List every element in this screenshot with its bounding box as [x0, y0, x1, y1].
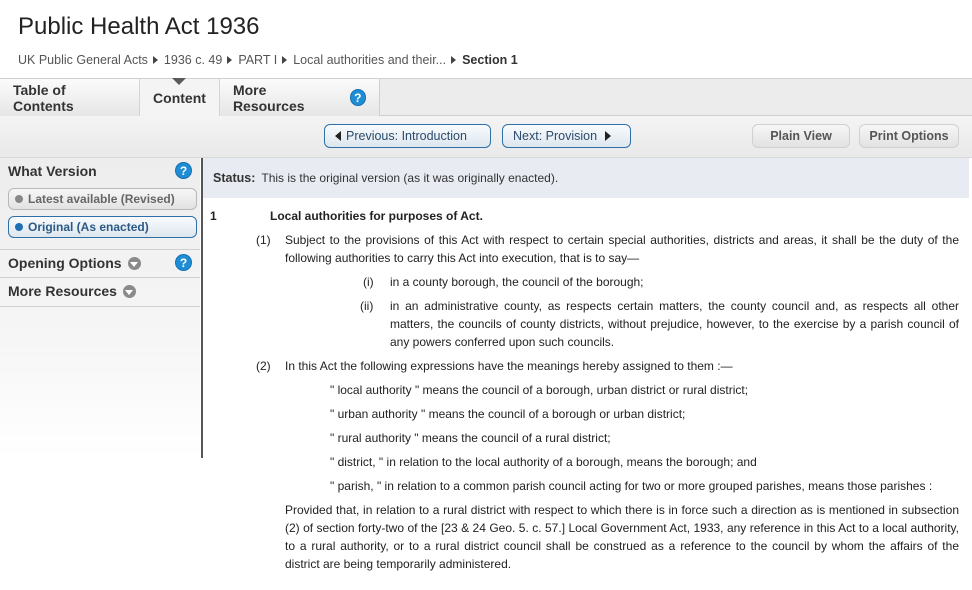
section-number: 1 [210, 209, 217, 223]
more-resources-toggle[interactable] [0, 278, 200, 304]
section-heading: Local authorities for purposes of Act. [270, 209, 483, 223]
subsection-number: (1) [256, 233, 271, 247]
breadcrumb-arrow-icon [451, 56, 456, 64]
plain-view-button[interactable]: Plain View [752, 124, 850, 148]
tab-label: Table of Contents [13, 81, 74, 114]
help-icon[interactable]: ? [350, 89, 366, 106]
next-button[interactable] [502, 124, 631, 148]
paragraph-number: (i) [363, 275, 374, 289]
breadcrumb-arrow-icon [227, 56, 232, 64]
tab-content[interactable] [140, 79, 220, 116]
tab-list [0, 79, 380, 116]
what-version-heading [0, 158, 200, 184]
version-original-button[interactable] [8, 216, 197, 238]
help-icon[interactable]: ? [175, 254, 192, 271]
print-options-button[interactable]: Print Options [859, 124, 959, 148]
navigation-bar [0, 116, 972, 158]
opening-options-label: Opening Options [8, 255, 122, 271]
breadcrumb-item-current: Section 1 [462, 53, 518, 67]
tab-bar [0, 78, 972, 116]
breadcrumb-item-group[interactable]: Local authorities and their... [293, 53, 447, 67]
tab-label: More Resources [232, 81, 305, 114]
subsection-text: Subject to the provisions of this Act with respect to certain special authorities, districts and areas, it shall be the duty of the following authorities to carry this Act into execution, that is to say— [285, 233, 959, 265]
definition-item: " urban authority " means the council of a borough or urban district; [330, 407, 686, 421]
status-bar [203, 158, 969, 198]
version-label: Original (As enacted) [28, 220, 149, 234]
version-latest-button[interactable] [8, 188, 197, 210]
version-label: Latest available (Revised) [28, 192, 175, 206]
help-icon[interactable]: ? [175, 162, 192, 179]
paragraph-number: (ii) [360, 299, 374, 313]
radio-dot-icon [15, 195, 23, 203]
breadcrumb-item-part[interactable]: PART I [238, 53, 278, 67]
definition-item: " district, " in relation to the local authority of a borough, means the borough; and [330, 455, 757, 469]
paragraph-text: in a county borough, the council of the borough; [390, 275, 644, 289]
active-tab-pointer-icon [172, 78, 186, 85]
subsection-text: In this Act the following expressions have the meanings hereby assigned to them :— [285, 359, 733, 373]
opening-options-toggle[interactable] [0, 250, 200, 276]
sidebar [0, 158, 200, 458]
page-title: Public Health Act 1936 [18, 13, 260, 40]
proviso-text: Provided that, in relation to a rural district with respect to which there is in force such a direction as is mentioned in subsection (2) of section forty-two of the [23 & 24 Geo. 5. c. 57.] Local Government Act, 1933, any reference in this Act to a local authority, to a rural authority, or to a rural district council shall be construed as a reference to the council by whom the affairs of the district are being temporarily administered. [285, 503, 959, 571]
chevron-down-icon [123, 285, 136, 298]
tab-more-resources[interactable] [220, 79, 379, 116]
definition-item: " local authority " means the council of a borough, urban district or rural district; [330, 383, 749, 397]
what-version-label: What Version [8, 163, 97, 179]
tab-label: Content [153, 89, 206, 106]
breadcrumb-item-chapter[interactable]: 1936 c. 49 [163, 53, 223, 67]
status-text: This is the original version (as it was originally enacted). [261, 171, 559, 185]
tab-table-of-contents[interactable] [0, 79, 140, 116]
breadcrumb-arrow-icon [153, 56, 158, 64]
definition-item: " rural authority " means the council of a rural district; [330, 431, 611, 445]
breadcrumb-arrow-icon [282, 56, 287, 64]
previous-label: Previous: Introduction [346, 129, 467, 143]
breadcrumb [18, 53, 518, 67]
subsection-number: (2) [256, 359, 271, 373]
breadcrumb-item-collection[interactable]: UK Public General Acts [18, 53, 148, 67]
status-label: Status: [213, 171, 256, 185]
arrow-right-icon [605, 131, 611, 141]
chevron-down-icon [128, 257, 141, 270]
more-resources-label: More Resources [8, 283, 117, 299]
divider [0, 306, 200, 307]
content-divider [201, 158, 203, 458]
arrow-left-icon [335, 131, 341, 141]
radio-dot-icon [15, 223, 23, 231]
paragraph-text: in an administrative county, as respects certain matters, the county council and, as respects all other matters, the councils of county districts, without prejudice, however, to the exercise by a parish council of any powers conferred upon such councils. [390, 299, 959, 349]
previous-button[interactable] [324, 124, 491, 148]
definition-item: " parish, " in relation to a common parish council acting for two or more grouped parishes, means those parishes : [330, 479, 933, 493]
next-label: Next: Provision [513, 129, 598, 143]
